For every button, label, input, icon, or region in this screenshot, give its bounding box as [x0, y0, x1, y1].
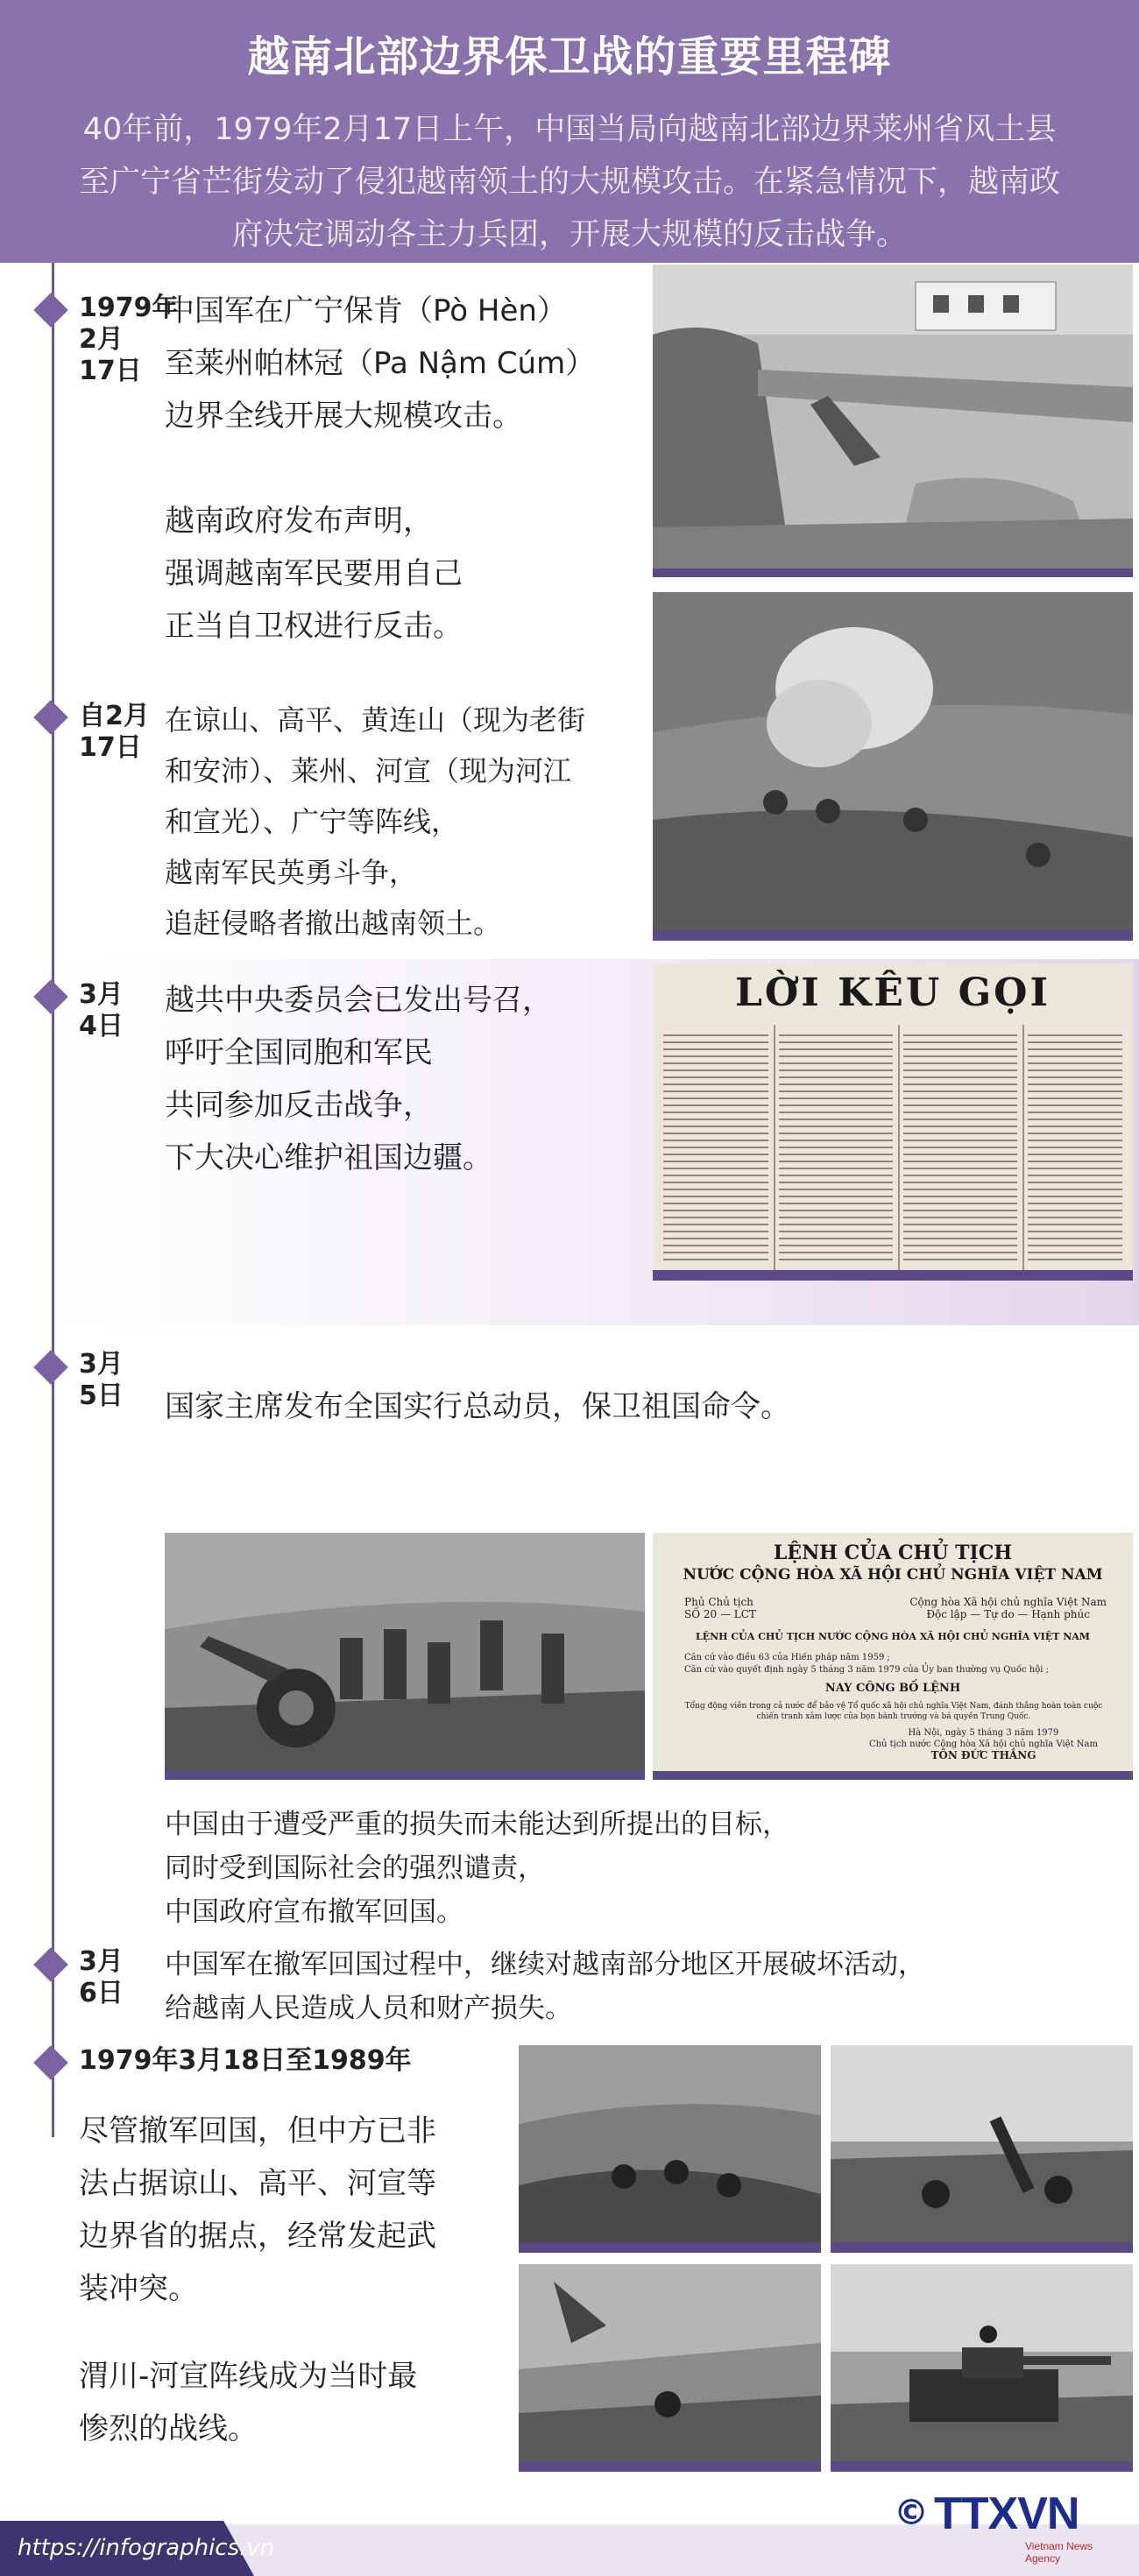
- decree-signature: [869, 1727, 1098, 1761]
- logo-text: TTXVN: [934, 2488, 1079, 2539]
- decree-text: Cộng hòa Xã hội chủ nghĩa Việt Nam: [909, 1596, 1107, 1608]
- timeline-marker: [33, 293, 68, 328]
- text-line: 呼吁全国同胞和军民: [165, 1035, 433, 1070]
- text-line: 和宣光）、广宁等阵线，: [165, 805, 460, 838]
- text-line: 正当自卫权进行反击。: [165, 609, 463, 644]
- intro-line: 至广宁省芒街发动了侵犯越南领土的大规模攻击。在紧急情况下，越南政: [78, 165, 1060, 200]
- photo-frame-bar: [831, 2461, 1133, 2472]
- text-line: 给越南人民造成人员和财产损失。: [165, 1993, 572, 2024]
- text-line: 边界省的据点，经常发起武: [79, 2219, 436, 2254]
- column-divider: [1022, 1025, 1024, 1270]
- timeline-marker: [33, 1947, 68, 1982]
- date-line: 3月: [79, 1946, 124, 1977]
- photo-frame-bar: [519, 2242, 821, 2253]
- text-line: 和安沛）、莱州、河宣（现为河江: [165, 754, 572, 787]
- trench-soldiers-photo: [519, 2045, 821, 2253]
- destroyed-tank-photo: [831, 2264, 1133, 2472]
- date-line: 2月: [79, 324, 124, 355]
- text-line: 越南政府发布声明，: [165, 504, 433, 539]
- date-line: 17日: [79, 732, 142, 763]
- text-line: 中国军在广宁保肯（Pò Hèn）: [165, 293, 567, 328]
- event-text: [165, 285, 595, 442]
- logo-subtitle: Vietnam News Agency: [1025, 2540, 1093, 2565]
- decree-basis: [684, 1652, 1049, 1676]
- intro-line: 府决定调动各主力兵团，开展大规模的反击战争。: [231, 217, 907, 252]
- decree-text: Độc lập — Tự do — Hạnh phúc: [926, 1608, 1090, 1620]
- copyright-icon: ©: [894, 2493, 929, 2533]
- event-text: [165, 1943, 925, 2030]
- appeal-newspaper-image: [653, 963, 1133, 1281]
- date-line: 1979年: [79, 293, 179, 323]
- decree-text: TÔN ĐỨC THẮNG: [930, 1749, 1036, 1761]
- intro-paragraph: [53, 103, 1086, 261]
- decree-text: Căn cứ vào điều 63 của Hiến pháp năm 1959 ;: [684, 1653, 890, 1662]
- date-line: 自2月: [79, 701, 150, 731]
- text-line: 越南军民英勇斗争，: [165, 856, 418, 889]
- decree-text: Tổng động viên trong cả nước để bảo vệ Tổ quốc xã hội chủ nghĩa Việt Nam, đánh thắng hoàn toàn cuộc: [684, 1702, 1103, 1711]
- event-date: [79, 293, 179, 387]
- decree-text: SỐ 20 — LCT: [684, 1608, 756, 1620]
- mobilization-decree-image: [653, 1533, 1133, 1780]
- event-text: 国家主席发布全国实行总动员，保卫祖国命令。: [165, 1389, 790, 1424]
- event-text: [79, 2350, 417, 2455]
- text-line: 至莱州帕林冠（Pa Nậm Cúm）: [165, 346, 596, 381]
- header-banner: [0, 0, 1139, 263]
- photo-frame-bar: [831, 2242, 1133, 2253]
- decree-order: NAY CÔNG BỐ LỆNH: [824, 1682, 961, 1695]
- date-line: 4日: [79, 1011, 124, 1041]
- event-date: [79, 701, 150, 764]
- event-date: [79, 979, 124, 1042]
- event-date: 1979年3月18日至1989年: [79, 2045, 412, 2076]
- newspaper-column: [779, 1029, 893, 1266]
- text-line: 下大决心维护祖国边疆。: [165, 1140, 492, 1175]
- photo-frame-bar: [653, 568, 1133, 577]
- ttxvn-logo: [894, 2488, 1121, 2565]
- event-text: [165, 974, 552, 1184]
- timeline-marker: [33, 700, 68, 735]
- text-line: 共同参加反击战争，: [165, 1088, 433, 1123]
- decree-text: chiến tranh xâm lược của bọn bành trướng và bá quyền Trung Quốc.: [756, 1712, 1031, 1721]
- text-line: 同时受到国际社会的强烈谴责，: [165, 1853, 545, 1884]
- date-line: 3月: [79, 979, 124, 1010]
- decree-text: Căn cứ vào quyết định ngày 5 tháng 3 năm 1979 của Ủy ban thường vụ Quốc hội ;: [684, 1665, 1049, 1675]
- intro-line: 40年前，1979年2月17日上午，中国当局向越南北部边界莱州省风土县: [82, 112, 1057, 147]
- text-line: 边界全线开展大规模攻击。: [165, 399, 522, 434]
- decree-text: Hà Nội, ngày 5 tháng 3 năm 1979: [908, 1728, 1059, 1738]
- event-text: [165, 695, 585, 949]
- date-line: 5日: [79, 1380, 124, 1411]
- text-line: 中国政府宣布撤军回国。: [165, 1896, 463, 1928]
- text-line: 渭川-河宣阵线成为当时最: [79, 2359, 418, 2394]
- battlefield-smoke-photo: [653, 592, 1133, 941]
- decree-body: [679, 1701, 1108, 1722]
- timeline-marker: [33, 1350, 68, 1385]
- date-line: 3月: [79, 1349, 124, 1380]
- newspaper-column: [903, 1029, 1017, 1266]
- timeline-marker: [33, 2045, 68, 2080]
- photo-frame-bar: [653, 930, 1133, 941]
- date-line: 6日: [79, 1978, 124, 2008]
- text-line: 惨烈的战线。: [79, 2411, 258, 2446]
- column-divider: [774, 1025, 775, 1270]
- text-line: 在谅山、高平、黄连山（现为老街: [165, 703, 586, 737]
- text-line: 中国军在撤军回国过程中，继续对越南部分地区开展破坏活动，: [165, 1949, 925, 1980]
- photo-frame-bar: [519, 2461, 821, 2472]
- text-line: 追赶侵略者撤出越南领土。: [165, 907, 502, 940]
- newspaper-column: [663, 1029, 768, 1266]
- column-divider: [898, 1025, 900, 1270]
- decree-issuer: [684, 1596, 756, 1620]
- decree-title: NƯỚC CỘNG HÒA XÃ HỘI CHỦ NGHĨA VIỆT NAM: [683, 1566, 1103, 1584]
- ruined-street-photo: [519, 2264, 821, 2472]
- decree-text: Phủ Chủ tịch: [684, 1596, 753, 1608]
- event-text: [165, 1803, 789, 1934]
- text-line: 强调越南军民要用自己: [165, 556, 463, 591]
- newspaper-headline: LỜI KÊU GỌI: [734, 970, 1051, 1015]
- decree-title: LỆNH CỦA CHỦ TỊCH: [773, 1542, 1013, 1564]
- photo-frame-bar: [653, 1771, 1133, 1780]
- event-text: [79, 2105, 436, 2315]
- timeline-line: [52, 263, 54, 2137]
- date-line: 17日: [79, 356, 142, 386]
- photo-frame-bar: [653, 1270, 1133, 1281]
- page-title: 越南北部边界保卫战的重要里程碑: [247, 32, 892, 81]
- text-line: 越共中央委员会已发出号召，: [165, 983, 552, 1018]
- text-line: 法占据谅山、高平、河宣等: [79, 2166, 436, 2201]
- decree-subtitle: LỆNH CỦA CHỦ TỊCH NƯỚC CỘNG HÒA XÃ HỘI CHỦ NGHĨA VIỆT NAM: [696, 1631, 1090, 1642]
- newspaper-column: [1028, 1029, 1122, 1266]
- text-line: 装冲突。: [79, 2271, 198, 2306]
- text-line: 尽管撤军回国，但中方已非: [79, 2114, 436, 2149]
- event-date: [79, 1349, 124, 1412]
- photo-frame-bar: [165, 1771, 645, 1780]
- decree-motto: [909, 1596, 1107, 1620]
- artillery-crew-photo: [165, 1533, 645, 1780]
- mortar-crew-photo: [831, 2045, 1133, 2253]
- text-line: 中国由于遭受严重的损失而未能达到所提出的目标，: [165, 1809, 789, 1840]
- event-text: [165, 495, 463, 653]
- footer-url[interactable]: https://infographics.vn: [18, 2535, 275, 2561]
- event-date: [79, 1946, 124, 2009]
- decree-text: Chủ tịch nước Cộng hòa Xã hội chủ nghĩa Việt Nam: [868, 1740, 1098, 1749]
- destroyed-bridge-photo: [653, 265, 1133, 577]
